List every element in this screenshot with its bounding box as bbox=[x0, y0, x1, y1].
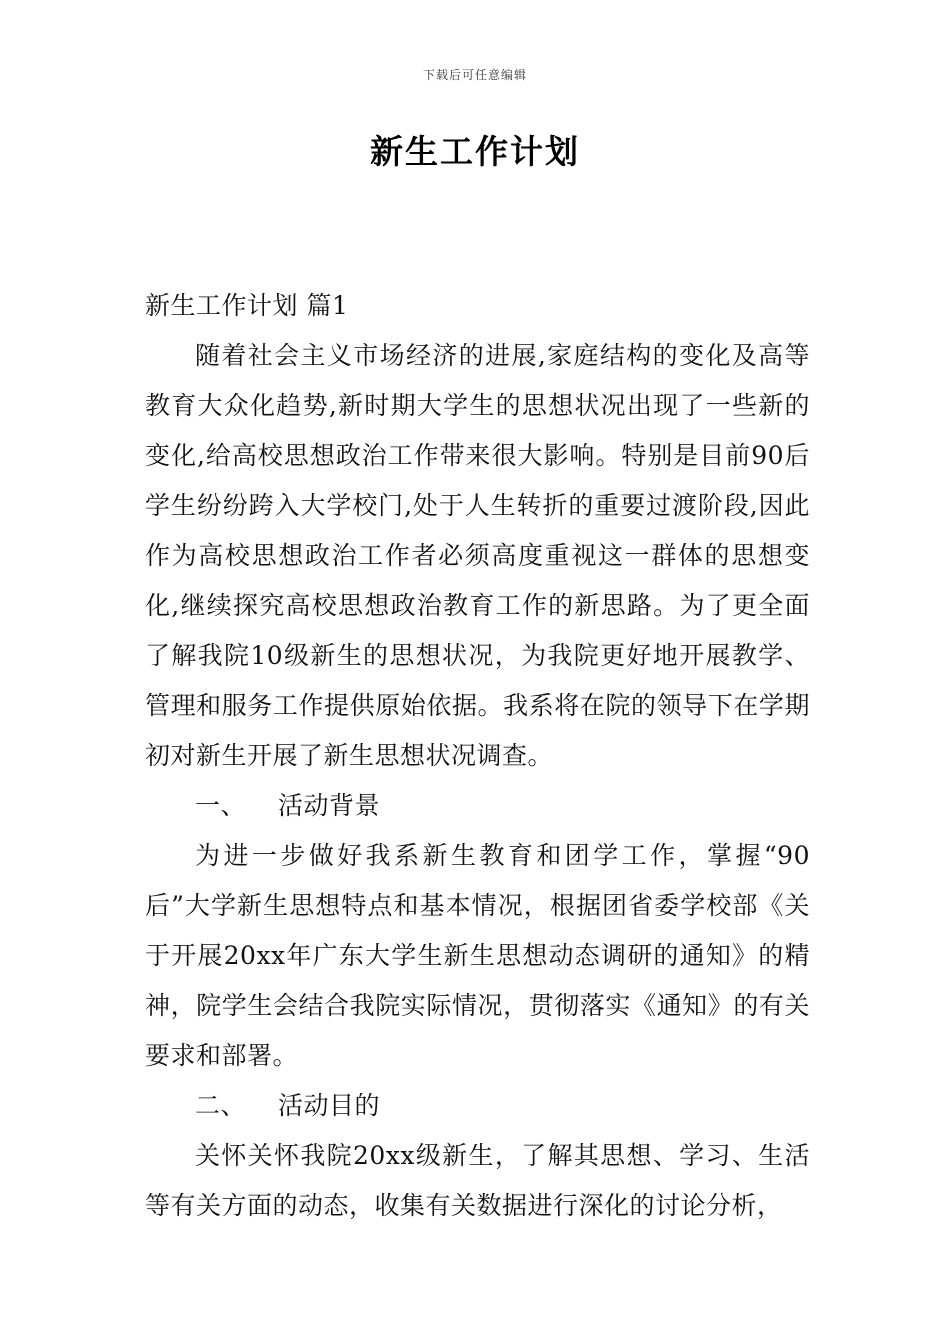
section-title: 活动背景 bbox=[278, 791, 381, 820]
section-number: 二、 bbox=[195, 1091, 247, 1120]
section-title: 活动目的 bbox=[278, 1091, 381, 1120]
document-title: 新生工作计划 bbox=[370, 132, 580, 171]
section-heading-purpose bbox=[145, 1081, 810, 1131]
purpose-paragraph: 关怀关怀我院20xx级新生，了解其思想、学习、生活等有关方面的动态，收集有关数据进行深化的讨论分析， bbox=[145, 1141, 810, 1220]
intro-paragraph: 随着社会主义市场经济的进展,家庭结构的变化及高等教育大众化趋势,新时期大学生的思想状况出现了一些新的变化,给高校思想政治工作带来很大影响。特别是目前90后学生纷纷跨入大学校门,处于人生转折的重要过渡阶段,因此作为高校思想政治工作者必须高度重视这一群体的思想变化,继续探究高校思想政治教育工作的新思路。为了更全面了解我院10级新生的思想状况，为我院更好地开展教学、管理和服务工作提供原始依据。我系将在院的领导下在学期初对新生开展了新生思想状况调查。 bbox=[145, 341, 810, 770]
section-number: 一、 bbox=[195, 791, 247, 820]
section-heading-background bbox=[145, 781, 810, 831]
header-note: 下载后可任意编辑 bbox=[422, 68, 527, 82]
document-body bbox=[145, 281, 810, 1231]
background-paragraph: 为进一步做好我系新生教育和团学工作，掌握“90后”大学新生思想特点和基本情况，根据团省委学校部《关于开展20xx年广东大学生新生思想动态调研的通知》的精神，院学生会结合我院实际情况，贯彻落实《通知》的有关要求和部署。 bbox=[145, 841, 810, 1070]
section-subtitle: 新生工作计划 篇1 bbox=[145, 291, 349, 320]
